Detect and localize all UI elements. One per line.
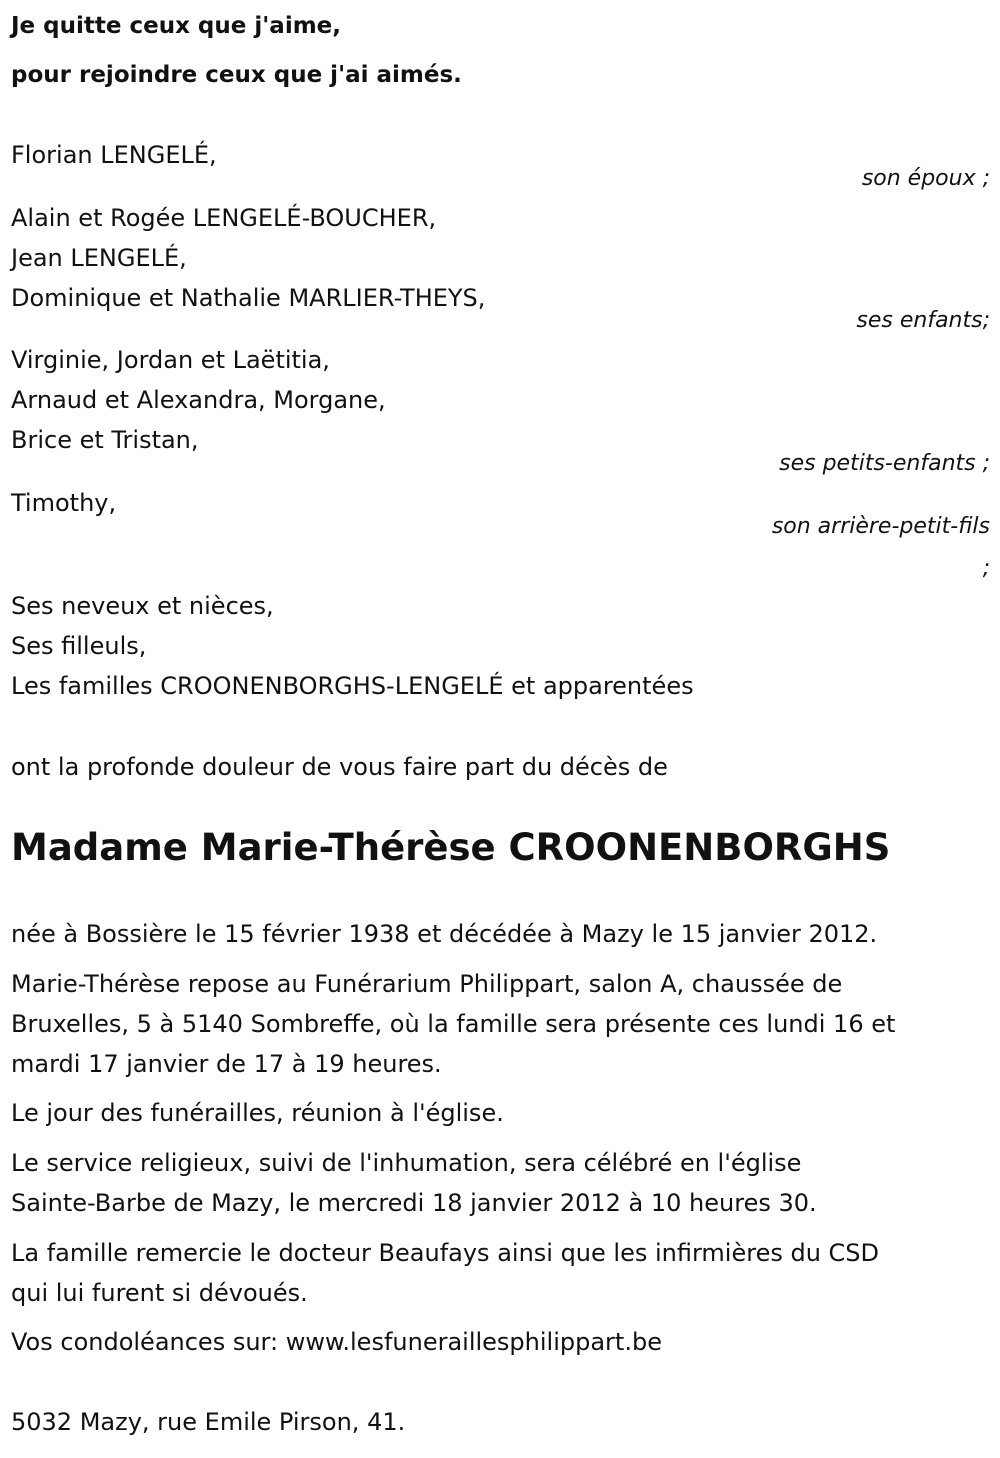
- great-grandchild-name: Timothy,: [11, 489, 117, 517]
- grandchild-1: Virginie, Jordan et Laëtitia,: [11, 346, 330, 374]
- relatives-line-2: Ses filleuls,: [11, 632, 147, 660]
- condolences-text: Vos condoléances sur: www.lesfuneraillesphilippart.be: [11, 1328, 662, 1356]
- husband-role: son époux ;: [861, 166, 990, 191]
- children-role: ses enfants;: [856, 308, 990, 333]
- repose-line-2: Bruxelles, 5 à 5140 Sombreffe, où la famille sera présente ces lundi 16 et: [11, 1010, 896, 1038]
- relatives-line-3: Les familles CROONENBORGHS-LENGELÉ et apparentées: [11, 672, 694, 700]
- relatives-line-1: Ses neveux et nièces,: [11, 592, 274, 620]
- quote-line-2: pour rejoindre ceux que j'ai aimés.: [11, 62, 462, 88]
- grandchildren-role: ses petits-enfants ;: [779, 451, 990, 476]
- service-line-2: Sainte-Barbe de Mazy, le mercredi 18 janvier 2012 à 10 heures 30.: [11, 1189, 817, 1217]
- announcement-text: ont la profonde douleur de vous faire part du décès de: [11, 753, 668, 781]
- child-3: Dominique et Nathalie MARLIER-THEYS,: [11, 284, 486, 312]
- funeral-meeting-text: Le jour des funérailles, réunion à l'église.: [11, 1099, 504, 1127]
- grandchild-2: Arnaud et Alexandra, Morgane,: [11, 386, 386, 414]
- quote-line-1: Je quitte ceux que j'aime,: [11, 13, 342, 39]
- service-line-1: Le service religieux, suivi de l'inhumation, sera célébré en l'église: [11, 1149, 802, 1177]
- thanks-line-2: qui lui furent si dévoués.: [11, 1279, 308, 1307]
- great-grandchild-role: son arrière-petit-fils: [771, 514, 990, 539]
- birth-death-text: née à Bossière le 15 février 1938 et décédée à Mazy le 15 janvier 2012.: [11, 920, 878, 948]
- deceased-name: Madame Marie-Thérèse CROONENBORGHS: [11, 826, 891, 869]
- repose-line-3: mardi 17 janvier de 17 à 19 heures.: [11, 1050, 442, 1078]
- child-2: Jean LENGELÉ,: [11, 244, 187, 272]
- repose-line-1: Marie-Thérèse repose au Funérarium Philippart, salon A, chaussée de: [11, 970, 843, 998]
- great-grandchild-role-end: ;: [982, 556, 990, 581]
- husband-name: Florian LENGELÉ,: [11, 141, 217, 169]
- child-1: Alain et Rogée LENGELÉ-BOUCHER,: [11, 204, 437, 232]
- address-text: 5032 Mazy, rue Emile Pirson, 41.: [11, 1408, 406, 1436]
- grandchild-3: Brice et Tristan,: [11, 426, 199, 454]
- thanks-line-1: La famille remercie le docteur Beaufays ainsi que les infirmières du CSD: [11, 1239, 880, 1267]
